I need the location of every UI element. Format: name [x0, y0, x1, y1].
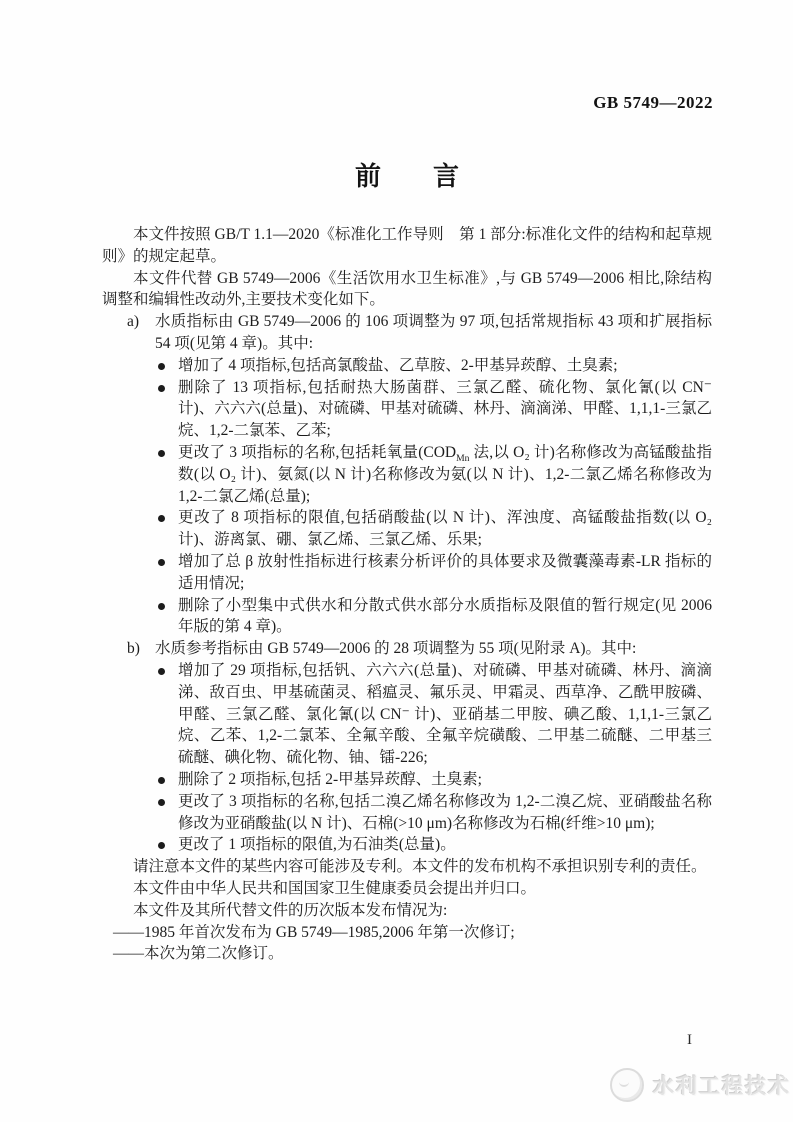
bullet-icon	[158, 668, 165, 675]
paragraph	[102, 900, 712, 922]
list-item	[102, 660, 712, 769]
bullet-icon	[158, 559, 165, 566]
list-item	[102, 377, 712, 442]
paragraph-text: 增加了 29 项指标,包括钒、六六六(总量)、对硫磷、甲基对硫磷、林丹、滴滴涕、敌百虫、甲基硫菌灵、稻瘟灵、氟乐灵、甲霜灵、西草净、乙酰甲胺磷、甲醛、三氯乙醛、氯化氰(以 CN⁻ 计)、亚硝基二甲胺、碘乙酸、1,1,1-三氯乙烷、乙苯、1,2-二氯苯、全氟辛酸、全氟辛烷磺酸、二甲基二硫醚、二甲基三硫醚、碘化物、硫化物、铀、镭-226;	[178, 661, 712, 767]
paragraph-text: 删除了 13 项指标,包括耐热大肠菌群、三氯乙醛、硫化物、氯化氰(以 CN⁻ 计)、六六六(总量)、对硫磷、甲基对硫磷、林丹、滴滴涕、甲醛、1,1,1-三氯乙烷、1,2-二氯苯、乙苯;	[178, 378, 712, 440]
page-title: 前 言	[354, 162, 459, 191]
paragraph-text: 请注意本文件的某些内容可能涉及专利。本文件的发布机构不承担识别专利的责任。	[133, 858, 707, 876]
paragraph-text: 更改了 3 项指标的名称,包括耗氧量($COD_{Mn}$ 法,以 O₂ 计)名称修改为高锰酸盐指数(以 O₂ 计)、氨氮(以 N 计)名称修改为氨(以 N 计)、1,2-二氯乙烯名称修改为 1,2-二氯乙烯(总量);	[178, 443, 713, 505]
list-item	[102, 595, 712, 639]
doc-number: GB 5749—2022	[593, 93, 713, 112]
watermark-text: 水利工程技术	[653, 1074, 791, 1098]
paragraph-text: 更改了 1 项指标的限值,为石油类(总量)。	[178, 836, 456, 854]
bullet-icon	[158, 450, 165, 457]
paragraph-text: ——1985 年首次发布为 GB 5749—1985,2006 年第一次修订;	[113, 923, 515, 941]
paragraph-text: 删除了小型集中式供水和分散式供水部分水质指标及限值的暂行规定(见 2006 年版的第 4 章)。	[178, 596, 712, 636]
paragraph	[102, 943, 712, 965]
bullet-icon	[158, 799, 165, 806]
bullet-icon	[158, 842, 165, 849]
paragraph	[102, 224, 712, 268]
list-item	[102, 551, 712, 595]
page-number: I	[687, 1032, 692, 1048]
watermark	[610, 1068, 791, 1102]
bullet-icon	[158, 363, 165, 370]
paragraph	[102, 922, 712, 944]
paragraph-text: 本文件及其所代替文件的历次版本发布情况为:	[133, 901, 448, 919]
paragraph-text: 删除了 2 项指标,包括 2-甲基异莰醇、土臭素;	[178, 770, 482, 788]
bullet-icon	[158, 603, 165, 610]
paragraph-text: 水质参考指标由 GB 5749—2006 的 28 项调整为 55 项(见附录 A)。其中:	[155, 640, 637, 658]
paragraph-text: 更改了 8 项指标的限值,包括硝酸盐(以 N 计)、浑浊度、高锰酸盐指数(以 O₂ 计)、游离氯、硼、氯乙烯、三氯乙烯、乐果;	[178, 509, 712, 549]
list-item	[102, 355, 712, 377]
paragraph-text: 更改了 3 项指标的名称,包括二溴乙烯名称修改为 1,2-二溴乙烷、亚硝酸盐名称修改为亚硝酸盐(以 N 计)、石棉(>10 μm)名称修改为石棉(纤维>10 μm);	[178, 792, 712, 832]
paragraph-text: 本文件由中华人民共和国国家卫生健康委员会提出并归口。	[133, 879, 537, 897]
list-item	[102, 791, 712, 835]
paragraph	[102, 268, 712, 312]
list-item	[102, 769, 712, 791]
bullet-icon	[158, 515, 165, 522]
list-item	[102, 834, 712, 856]
paragraph-text: 本文件按照 GB/T 1.1—2020《标准化工作导则 第 1 部分:标准化文件的结构和起草规则》的规定起草。	[102, 226, 712, 265]
paragraph-text: 本文件代替 GB 5749—2006《生活饮用水卫生标准》,与 GB 5749—2006 相比,除结构调整和编辑性改动外,主要技术变化如下。	[102, 269, 712, 309]
list-item	[102, 507, 712, 551]
document-body	[102, 224, 712, 965]
bullet-icon	[158, 385, 165, 392]
paragraph-text: 增加了总 β 放射性指标进行核素分析评价的具体要求及微囊藻毒素-LR 指标的适用情况;	[178, 552, 712, 592]
watermark-logo-icon	[610, 1068, 644, 1102]
paragraph-text: ——本次为第二次修订。	[113, 945, 284, 963]
paragraph	[102, 311, 712, 355]
list-label: b)	[127, 640, 140, 658]
list-item	[102, 442, 712, 507]
paragraph-text: 水质指标由 GB 5749—2006 的 106 项调整为 97 项,包括常规指标 43 项和扩展指标 54 项(见第 4 章)。其中:	[155, 313, 712, 352]
paragraph-text: 增加了 4 项指标,包括高氯酸盐、乙草胺、2-甲基异莰醇、土臭素;	[178, 356, 618, 374]
paragraph	[102, 878, 712, 900]
bullet-icon	[158, 777, 165, 784]
paragraph	[102, 856, 712, 878]
list-label: a)	[127, 313, 140, 331]
paragraph	[102, 638, 712, 660]
